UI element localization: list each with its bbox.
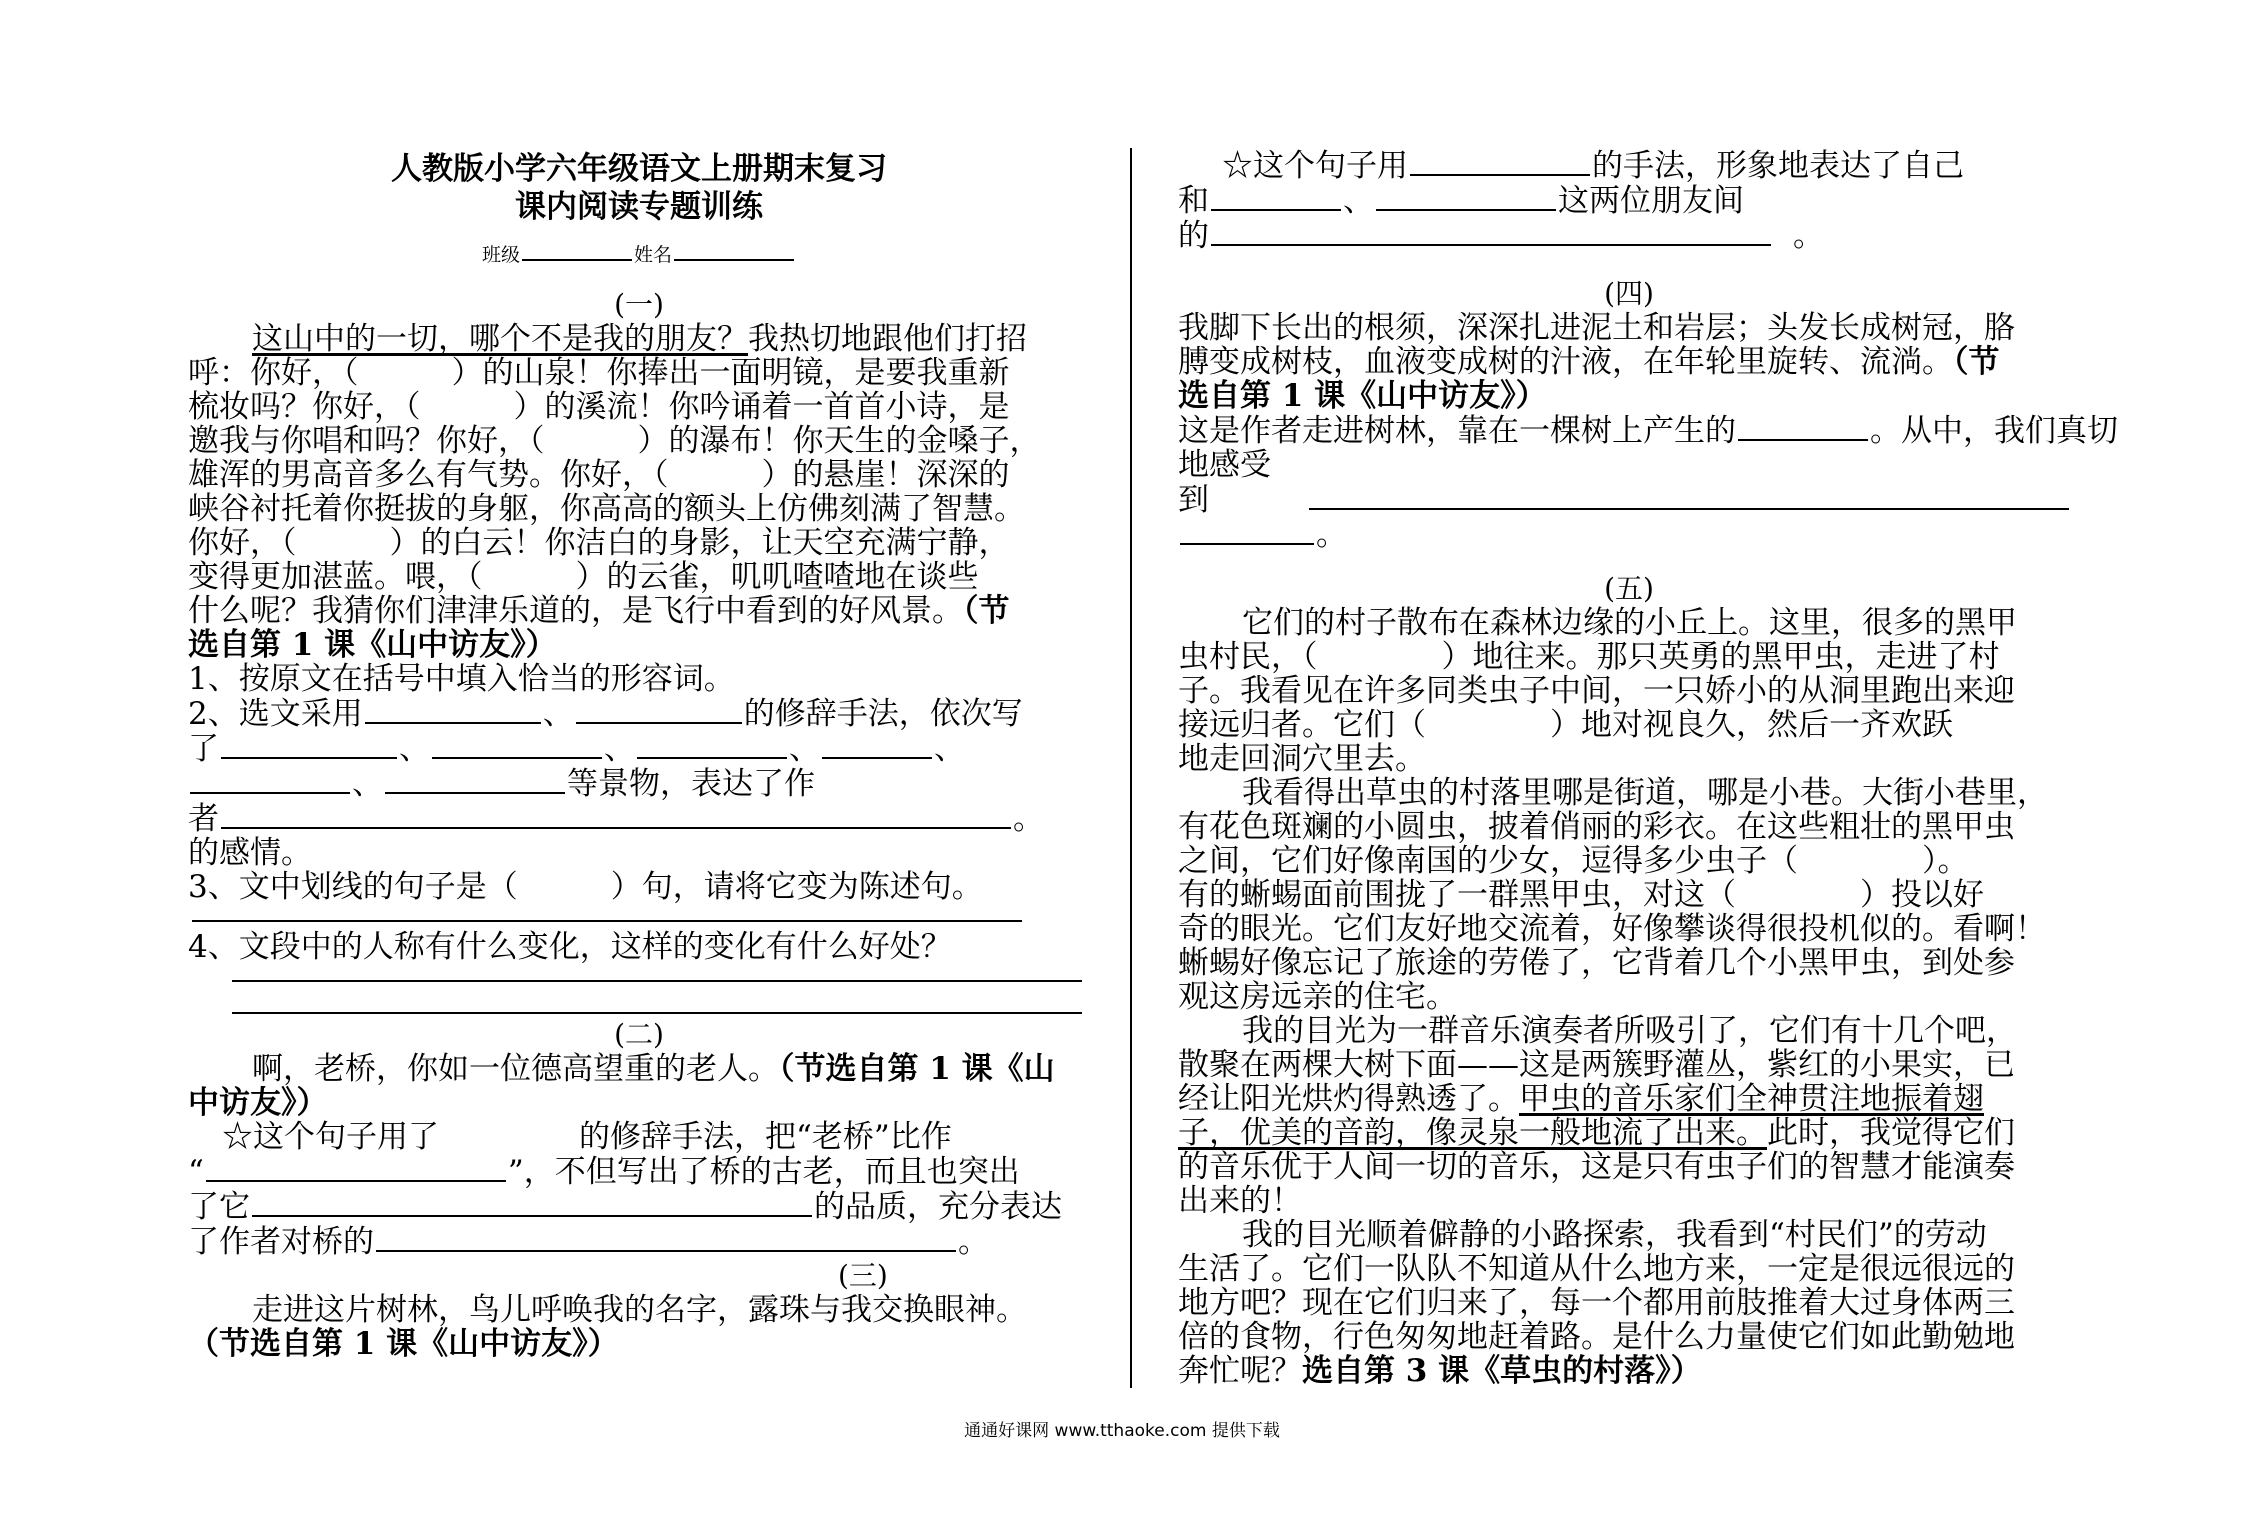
s5-line-4: 接远归者。它们（ ）地对视良久，然后一齐欢跃 xyxy=(1178,707,1953,743)
column-divider xyxy=(1130,148,1132,1388)
s5-source: 选自第 3 课《草虫的村落》） xyxy=(1302,1353,1702,1389)
s3-question-c: 的 。 xyxy=(1178,218,1824,254)
s2-question-a: ☆这个句子用了 的修辞手法，把“老桥”比作 xyxy=(222,1119,952,1155)
s4-line-2: 膊变成树枝，血液变成树的汁液，在年轮里旋转、流淌。（节 xyxy=(1178,344,2000,380)
q4-answer-line-1[interactable] xyxy=(232,964,1082,982)
s2-question-b: “ ”，不但写出了桥的古老，而且也突出 xyxy=(188,1154,1020,1190)
s1-line-6: 峡谷衬托着你挺拔的身躯，你高高的额头上仿佛刻满了智慧。 xyxy=(188,491,1025,527)
s5-line-2: 虫村民，（ ）地往来。那只英勇的黑甲虫，走进了村 xyxy=(1178,639,2000,675)
s1-question-2c: 、 等景物，表达了作 xyxy=(188,766,1090,801)
name-blank[interactable] xyxy=(674,241,794,261)
class-blank[interactable] xyxy=(522,241,632,261)
q3-answer-line[interactable] xyxy=(192,904,1022,922)
s1-line-8: 变得更加湛蓝。喂，（ ）的云雀，叽叽喳喳地在谈些 xyxy=(188,559,979,595)
section-2-label: (二) xyxy=(614,1018,664,1051)
s5-line-15: 经让阳光烘灼得熟透了。甲虫的音乐家们全神贯注地振着翅 xyxy=(1178,1081,1984,1117)
q2-blank-7[interactable] xyxy=(190,766,350,794)
title-line-2: 课内阅读专题训练 xyxy=(515,189,763,225)
underlined-sentence-1: 这山中的一切，哪个不是我的朋友？ xyxy=(252,321,748,357)
s2-blank-2[interactable] xyxy=(252,1189,812,1217)
s5-line-22: 倍的食物，行色匆匆地赶着路。是什么力量使它们如此勤勉地 xyxy=(1178,1319,2015,1355)
name-label: 姓名 xyxy=(634,244,673,266)
q2-blank-8[interactable] xyxy=(385,766,565,794)
s3-blank-1[interactable] xyxy=(1410,148,1590,176)
s1-question-3: 3、文中划线的句子是（ ）句，请将它变为陈述句。 xyxy=(188,869,983,905)
footer-credit: 通通好课网 www.tthaoke.com 提供下载 xyxy=(964,1421,1280,1441)
s3-blank-4[interactable] xyxy=(1211,218,1771,246)
s4-source: 选自第 1 课《山中访友》） xyxy=(1178,378,1547,414)
s5-line-9: 有的蜥蜴面前围拢了一群黑甲虫，对这（ ）投以好 xyxy=(1178,877,1984,913)
s2-blank-1[interactable] xyxy=(206,1154,506,1182)
s2-question-d: 了作者对桥的 。 xyxy=(188,1224,989,1260)
section-1-label: (一) xyxy=(614,288,664,321)
s2-passage: 啊，老桥，你如一位德高望重的老人。（节选自第 1 课《山 xyxy=(252,1051,1055,1087)
underlined-sentence-2a: 甲虫的音乐家们全神贯注地振着翅 xyxy=(1519,1081,1984,1117)
s4-blank-1[interactable] xyxy=(1738,413,1868,441)
s1-line-2: 呼：你好，（ ）的山泉！你捧出一面明镜，是要我重新 xyxy=(188,355,1010,391)
q2-blank-3[interactable] xyxy=(221,731,397,759)
q2-blank-1[interactable] xyxy=(365,696,541,724)
s5-line-20: 生活了。它们一队队不知道从什么地方来，一定是很远很远的 xyxy=(1178,1251,2015,1287)
section-5-label: (五) xyxy=(1604,572,1654,605)
s1-source: 选自第 1 课《山中访友》） xyxy=(188,627,557,663)
s5-line-23: 奔忙呢？选自第 3 课《草虫的村落》） xyxy=(1178,1353,1702,1389)
s1-question-2: 2、选文采用 、 的修辞手法，依次写 xyxy=(188,696,1023,732)
s5-line-18: 出来的！ xyxy=(1178,1183,1302,1219)
s1-line-5: 雄浑的男高音多么有气势。你好，（ ）的悬崖！深深的 xyxy=(188,457,1010,493)
s5-line-13: 我的目光为一群音乐演奏者所吸引了，它们有十几个吧， xyxy=(1242,1013,2017,1049)
s1-question-2e: 的感情。 xyxy=(188,835,312,871)
s3-blank-3[interactable] xyxy=(1376,183,1556,211)
s5-line-6: 我看得出草虫的村落里哪是街道，哪是小巷。大街小巷里， xyxy=(1242,775,2048,811)
section-4-label: (四) xyxy=(1604,277,1654,310)
s4-question-b: 地感受 xyxy=(1178,447,1271,483)
q2-blank-6[interactable] xyxy=(822,731,932,759)
s3-question-b: 和 、 这两位朋友间 xyxy=(1178,183,1744,219)
section-3-label: (三) xyxy=(838,1259,888,1292)
s1-line-3: 梳妆吗？你好，（ ）的溪流！你吟诵着一首首小诗，是 xyxy=(188,389,1010,425)
s5-line-7: 有花色斑斓的小圆虫，披着俏丽的彩衣。在这些粗壮的黑甲虫 xyxy=(1178,809,2015,845)
s5-line-21: 地方吧？现在它们归来了，每一个都用前肢推着大过身体两三 xyxy=(1178,1285,2015,1321)
q2-blank-5[interactable] xyxy=(637,731,787,759)
class-name-row xyxy=(188,240,1090,270)
s5-line-19: 我的目光顺着僻静的小路探索，我看到“村民们”的劳动 xyxy=(1242,1217,1987,1253)
s4-question-a: 这是作者走进树林，靠在一棵树上产生的 。从中，我们真切 xyxy=(1178,413,2118,449)
s2-source: 中访友》） xyxy=(188,1085,328,1121)
title-line-1: 人教版小学六年级语文上册期末复习 xyxy=(391,151,887,187)
s5-line-5: 地走回洞穴里去。 xyxy=(1178,741,1426,777)
s5-line-17: 的音乐优于人间一切的音乐，这是只有虫子们的智慧才能演奏 xyxy=(1178,1149,2015,1185)
s4-question-d: 。 xyxy=(1178,517,2080,552)
s1-question-2b: 了 、 、 、 、 xyxy=(188,731,965,767)
s3-passage: 走进这片树林，鸟儿呼唤我的名字，露珠与我交换眼神。 xyxy=(252,1292,1027,1328)
s2-question-c: 了它 的品质，充分表达 xyxy=(188,1189,1062,1225)
s1-question-4: 4、文段中的人称有什么变化，这样的变化有什么好处？ xyxy=(188,929,952,965)
class-label: 班级 xyxy=(481,244,520,266)
s5-line-11: 蜥蜴好像忘记了旅途的劳倦了，它背着几个小黑甲虫，到处参 xyxy=(1178,945,2015,981)
s1-line-7: 你好，（ ）的白云！你洁白的身影，让天空充满宁静， xyxy=(188,525,1010,561)
s4-question-c: 到 xyxy=(1178,482,2080,517)
s5-line-3: 子。我看见在许多同类虫子中间，一只娇小的从洞里跑出来迎 xyxy=(1178,673,2015,709)
q4-answer-line-2[interactable] xyxy=(232,996,1082,1014)
s5-line-8: 之间，它们好像南国的少女，逗得多少虫子（ ）。 xyxy=(1178,843,1969,879)
right-column xyxy=(1178,148,2118,1389)
s1-line-1: 这山中的一切，哪个不是我的朋友？我热切地跟他们打招 xyxy=(252,321,1027,357)
s5-line-1: 它们的村子散布在森林边缘的小丘上。这里，很多的黑甲 xyxy=(1242,605,2017,641)
s4-line-1: 我脚下长出的根须，深深扎进泥土和岩层；头发长成树冠，胳 xyxy=(1178,310,2015,346)
s1-question-2d: 者 。 xyxy=(188,801,1044,837)
underlined-sentence-2b: 子，优美的音韵，像灵泉一般地流了出来。 xyxy=(1178,1115,1767,1151)
s1-question-1: 1、按原文在括号中填入恰当的形容词。 xyxy=(188,661,735,697)
s4-blank-3[interactable] xyxy=(1180,517,1314,545)
s5-line-12: 观这房远亲的住宅。 xyxy=(1178,979,1457,1015)
s3-question-a: ☆这个句子用 的手法，形象地表达了自己 xyxy=(1222,148,1964,184)
s3-blank-2[interactable] xyxy=(1211,183,1341,211)
s3-source: （节选自第 1 课《山中访友》） xyxy=(188,1326,619,1362)
s5-line-16: 子，优美的音韵，像灵泉一般地流了出来。此时，我觉得它们 xyxy=(1178,1115,2015,1151)
q2-blank-2[interactable] xyxy=(576,696,742,724)
s5-line-14: 散聚在两棵大树下面——这是两簇野灌丛，紫红的小果实，已 xyxy=(1178,1047,2015,1083)
s1-line-9: 什么呢？我猜你们津津乐道的，是飞行中看到的好风景。（节 xyxy=(188,593,1010,629)
q2-blank-9[interactable] xyxy=(221,801,1011,829)
s4-blank-2[interactable] xyxy=(1309,482,2069,510)
s1-line-4: 邀我与你唱和吗？你好，（ ）的瀑布！你天生的金嗓子， xyxy=(188,423,1041,459)
q2-blank-4[interactable] xyxy=(432,731,602,759)
s5-line-10: 奇的眼光。它们友好地交流着，好像攀谈得很投机似的。看啊！ xyxy=(1178,911,2046,947)
left-column xyxy=(188,150,1090,1361)
s2-blank-3[interactable] xyxy=(376,1224,956,1252)
